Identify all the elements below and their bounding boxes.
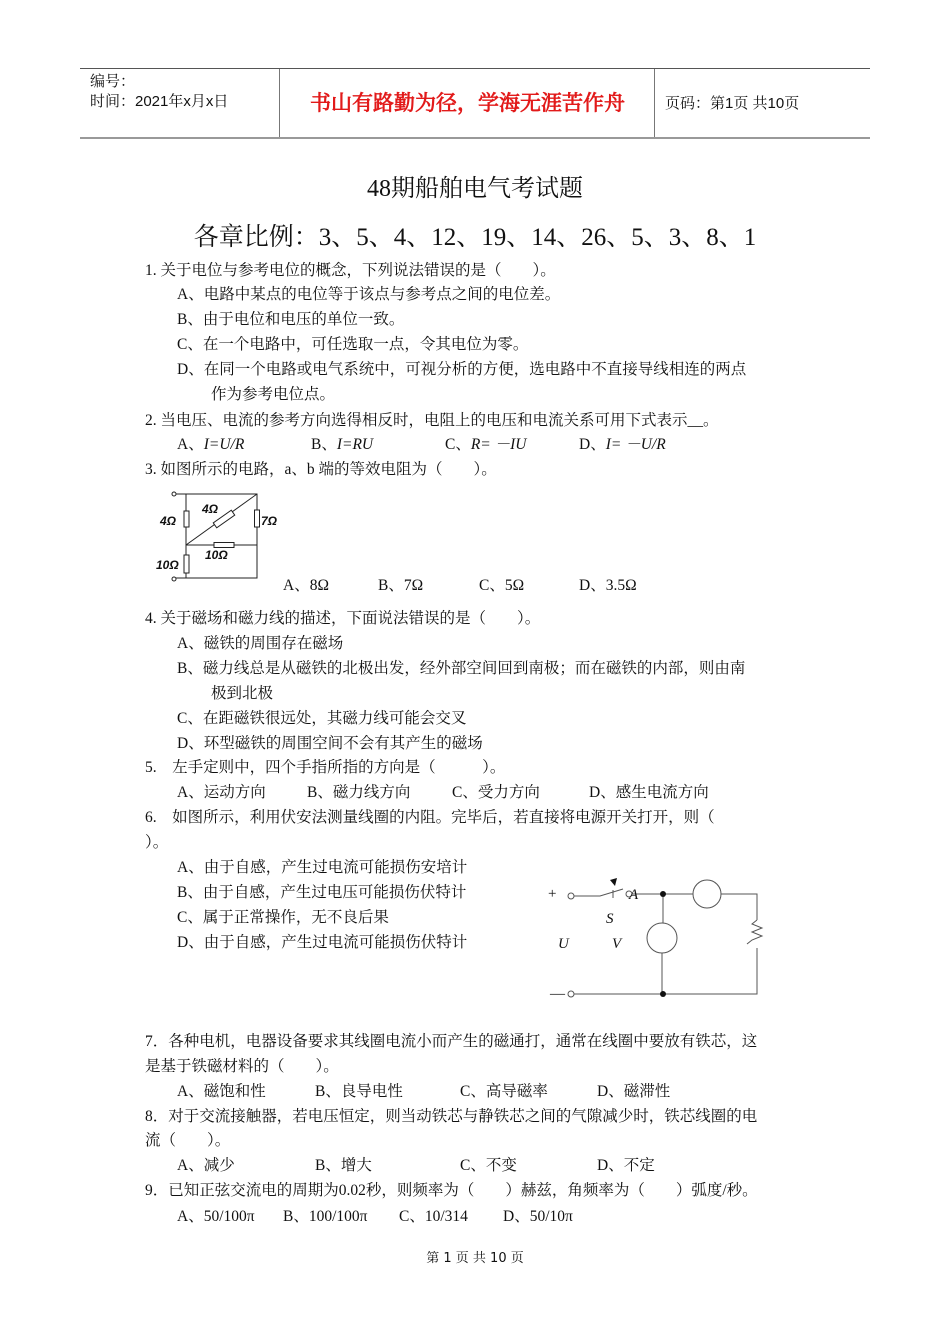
q1-option-d: D、在同一个电路或电气系统中，可视分析的方便，选电路中不直接导线相连的两点	[177, 361, 747, 378]
voltammeter-circuit-diagram	[540, 860, 780, 1010]
q8-option-a: A、减少	[177, 1157, 235, 1174]
q9-option-d: D、50/10π	[503, 1208, 573, 1225]
q5-stem: 5. 左手定则中，四个手指所指的方向是（ ）。	[145, 759, 506, 776]
q4-stem: 4. 关于磁场和磁力线的描述，下面说法错误的是（ ）。	[145, 610, 541, 627]
q5-option-b: B、磁力线方向	[307, 784, 411, 801]
code-label: 编号：	[90, 73, 136, 90]
ammeter-label: A	[629, 887, 639, 903]
q7-option-d: D、磁滞性	[597, 1083, 671, 1100]
q8-stem-cont: 流（ ）。	[145, 1132, 231, 1149]
page-subtitle: 各章比例：3、5、4、12、19、14、26、5、3、8、1	[193, 224, 757, 251]
q5-option-d: D、感生电流方向	[589, 784, 709, 801]
q2-option-d: D、I= －U/R	[579, 436, 666, 453]
q9-option-c: C、10/314	[399, 1208, 468, 1225]
resistor-circuit-diagram	[150, 485, 278, 585]
resistor-label-4ohm-diag: 4Ω	[202, 502, 219, 516]
q3-stem: 3. 如图所示的电路，a、b 端的等效电阻为（ ）。	[145, 461, 497, 478]
page-footer: 第 1 页 共 10 页	[426, 1251, 524, 1266]
q5-option-c: C、受力方向	[452, 784, 540, 801]
q2-option-a: A、I=U/R	[177, 436, 245, 453]
q7-stem-cont: 是基于铁磁材料的（ ）。	[145, 1058, 339, 1075]
motto: 书山有路勤为径，学海无涯苦作舟	[281, 69, 655, 137]
q9-option-a: A、50/100π	[177, 1208, 255, 1225]
q3-option-c: C、5Ω	[479, 577, 525, 594]
voltage-label: U	[558, 936, 569, 952]
resistor-label-10ohm-mid: 10Ω	[205, 548, 228, 562]
q8-option-c: C、不变	[460, 1157, 517, 1174]
q5-option-a: A、运动方向	[177, 784, 266, 801]
q1-stem: 1. 关于电位与参考电位的概念，下列说法错误的是（ ）。	[145, 262, 556, 279]
q7-option-b: B、良导电性	[315, 1083, 403, 1100]
q3-option-d: D、3.5Ω	[579, 577, 637, 594]
time-label: 时间：2021年x月x日	[90, 93, 229, 110]
q6-option-c: C、属于正常操作，无不良后果	[177, 909, 389, 926]
header-info	[80, 69, 280, 137]
q6-stem-cont: ）。	[145, 834, 169, 851]
q4-option-d: D、环型磁铁的周围空间不会有其产生的磁场	[177, 735, 483, 752]
plus-terminal: +	[548, 886, 557, 902]
switch-label: S	[606, 911, 614, 927]
q4-option-b-cont: 极到北极	[211, 685, 274, 702]
q9-option-b: B、100/100π	[283, 1208, 368, 1225]
voltmeter-label: V	[612, 936, 622, 952]
q1-option-a: A、电路中某点的电位等于该点与参考点之间的电位差。	[177, 286, 561, 303]
q8-option-b: B、增大	[315, 1157, 372, 1174]
q8-stem: 8．对于交流接触器，若电压恒定，则当动铁芯与静铁芯之间的气隙减少时，铁芯线圈的电	[145, 1108, 758, 1125]
q2-stem: 2. 当电压、电流的参考方向选得相反时，电阻上的电压和电流关系可用下式表示__。	[145, 412, 719, 429]
q2-option-b: B、I=RU	[311, 436, 374, 453]
q7-stem: 7．各种电机，电器设备要求其线圈电流小而产生的磁通打，通常在线圈中要放有铁芯，这	[145, 1033, 758, 1050]
q1-option-c: C、在一个电路中，可任选取一点，令其电位为零。	[177, 336, 529, 353]
page-label: 页码：第1页 共10页	[665, 95, 800, 112]
q7-option-c: C、高导磁率	[460, 1083, 548, 1100]
resistor-label-10ohm-left: 10Ω	[156, 558, 179, 572]
resistor-label-7ohm: 7Ω	[261, 514, 278, 528]
q4-option-b: B、磁力线总是从磁铁的北极出发，经外部空间回到南极；而在磁铁的内部，则由南	[177, 660, 746, 677]
q3-option-b: B、7Ω	[378, 577, 424, 594]
q4-option-a: A、磁铁的周围存在磁场	[177, 635, 344, 652]
q6-stem: 6. 如图所示，利用伏安法测量线圈的内阻。完毕后，若直接将电源开关打开，则（	[145, 809, 715, 826]
resistor-label-4ohm-left: 4Ω	[160, 514, 177, 528]
q8-option-d: D、不定	[597, 1157, 655, 1174]
page-title: 48期船舶电气考试题	[367, 176, 583, 202]
q2-option-c: C、R= －IU	[445, 436, 527, 453]
q4-option-c: C、在距磁铁很远处，其磁力线可能会交叉	[177, 710, 467, 727]
q6-option-a: A、由于自感，产生过电流可能损伤安培计	[177, 859, 468, 876]
q6-option-d: D、由于自感，产生过电流可能损伤伏特计	[177, 934, 468, 951]
q1-option-b: B、由于电位和电压的单位一致。	[177, 311, 405, 328]
q1-option-d-cont: 作为参考电位点。	[211, 386, 336, 403]
header-table	[80, 68, 870, 139]
q3-option-a: A、8Ω	[283, 577, 329, 594]
q9-stem: 9．已知正弦交流电的周期为0.02秒，则频率为（ ）赫兹，角频率为（ ）弧度/秒。	[145, 1182, 758, 1199]
minus-terminal: —	[550, 986, 565, 1002]
q7-option-a: A、磁饱和性	[177, 1083, 266, 1100]
q6-option-b: B、由于自感，产生过电压可能损伤伏特计	[177, 884, 467, 901]
